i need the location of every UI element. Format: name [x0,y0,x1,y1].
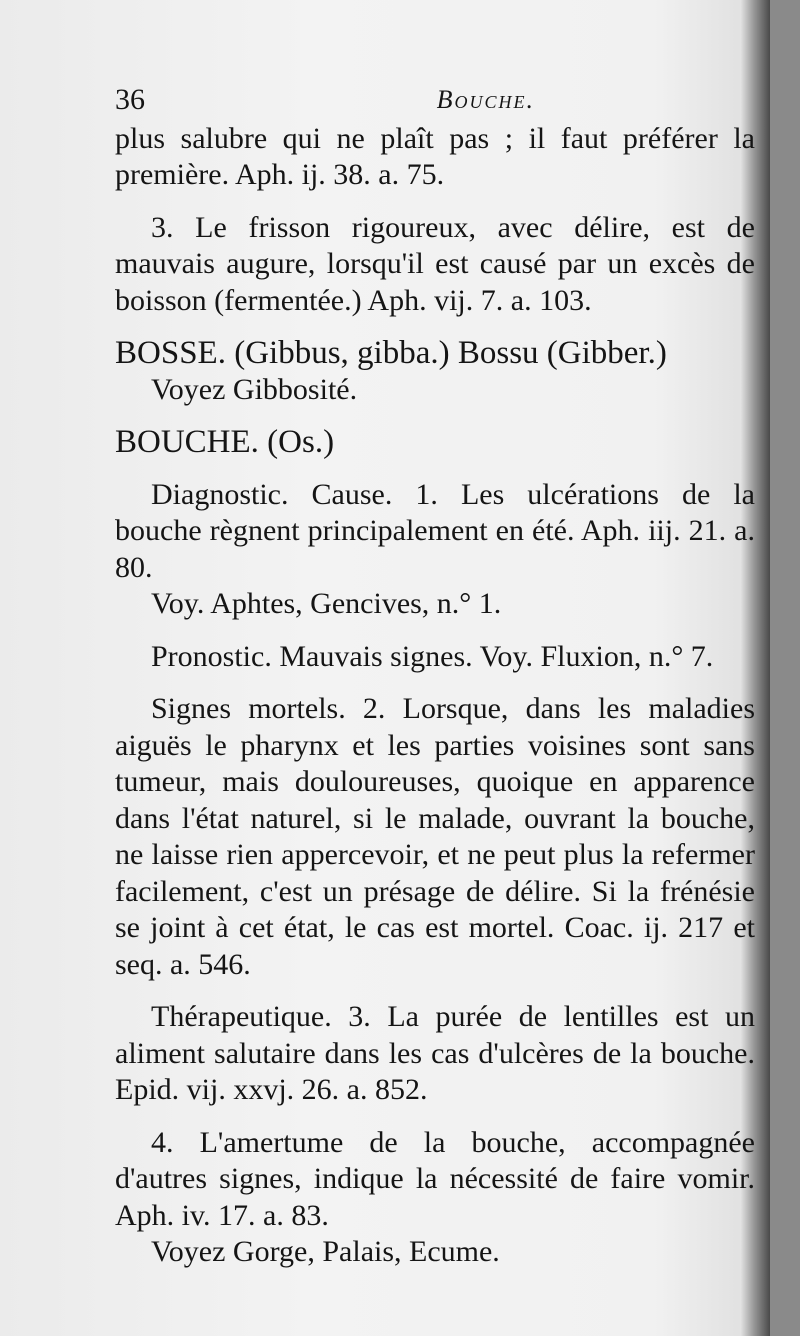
running-title: Bouche. [436,85,535,114]
paragraph: Pronostic. Mauvais signes. Voy. Fluxion, n.° 7. [151,639,714,673]
paragraph: 3. Le frisson rigoureux, avec délire, est de mauvais augure, lorsqu'il est causé par un excès de boisson (fermentée.) Aph. vij. 7. a. 103. [115,210,755,317]
running-header [115,82,535,119]
cross-reference: Voyez Gibbosité. [151,372,358,406]
paragraph: Signes mortels. 2. Lorsque, dans les maladies aiguës le pharynx et les parties voisines sont sans tumeur, mais douloureuses, quoique en apparence dans l'état naturel, si le malade, ouvrant la bouche, ne laisse rien appercevoir, et ne peut plus la refermer facilement, c'est un présage de délire. Si la frénésie se joint à cet état, le cas est mortel. Coac. ij. 217 et seq. a. 546. [115,692,755,981]
paragraph: Thérapeutique. 3. La purée de lentilles est un aliment salutaire dans les cas d'ulcères de la bouche. Epid. vij. xxvj. 26. a. 852. [115,1000,755,1106]
cross-reference: Voy. Aphtes, Gencives, n.° 1. [151,587,502,620]
paragraph: 4. L'amertume de la bouche, accompagnée d'autres signes, indique la nécessité de faire vomir. Aph. iv. 17. a. 83. [115,1125,755,1232]
entry-heading-bosse: BOSSE. (Gibbus, gibba.) Bossu (Gibber.) [115,335,667,371]
page-number: 36 [115,83,145,116]
entry-heading-bouche: BOUCHE. (Os.) [115,424,335,460]
paragraph: Diagnostic. Cause. 1. Les ulcérations de la bouche règnent principalement en été. Aph. iij. 21. a. 80. [115,477,755,584]
page-text [115,82,755,1271]
paragraph: plus salubre qui ne plaît pas ; il faut préférer la première. Aph. ij. 38. a. 75. [115,121,755,191]
cross-reference: Voyez Gorge, Palais, Ecume. [151,1235,500,1268]
